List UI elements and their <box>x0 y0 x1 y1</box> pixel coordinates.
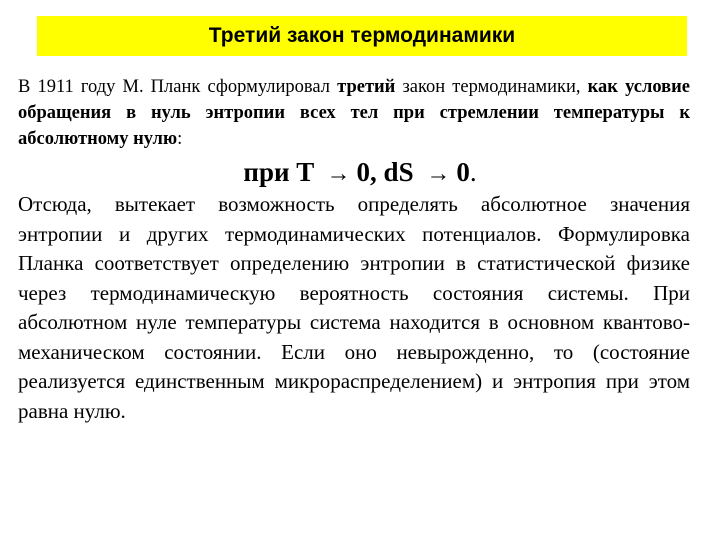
body-text: Отсюда, вытекает возможность определять абсолютное значения энтропии и других термодинамических потенциалов. Формулировка Планка соответствует определению энтропии в статистической физике через термодинамическую вероятность состояния системы. При абсолютном нуле температуры система находится в основном квантово-механическом состоянии. Если оно невырожденно, то (состояние реализуется единственным микрораспределением) и энтропия при этом равна нулю. <box>18 192 690 423</box>
arrow-icon: → <box>426 161 451 187</box>
intro-bold-statement: как условие обращения в нуль энтропии всех тел при стремлении температуры к абсолютному нулю <box>18 77 690 149</box>
intro-paragraph <box>18 74 690 152</box>
body-paragraph <box>18 190 690 426</box>
formula-part-temperature: при T <box>243 157 314 187</box>
intro-text: В 1911 году М. Планк сформулировал <box>18 77 338 97</box>
slide-title-bar <box>37 16 687 56</box>
formula-period: . <box>469 157 477 187</box>
intro-bold-word: третий <box>337 77 396 97</box>
intro-colon: : <box>177 129 183 149</box>
formula-part-entropy: 0, dS <box>356 157 414 187</box>
formula-part-zero: 0 <box>456 157 470 187</box>
intro-text-rest: закон термодинамики, <box>395 77 581 97</box>
arrow-icon: → <box>326 161 351 187</box>
formula <box>0 152 720 194</box>
slide-title: Третий закон термодинамики <box>208 24 516 47</box>
